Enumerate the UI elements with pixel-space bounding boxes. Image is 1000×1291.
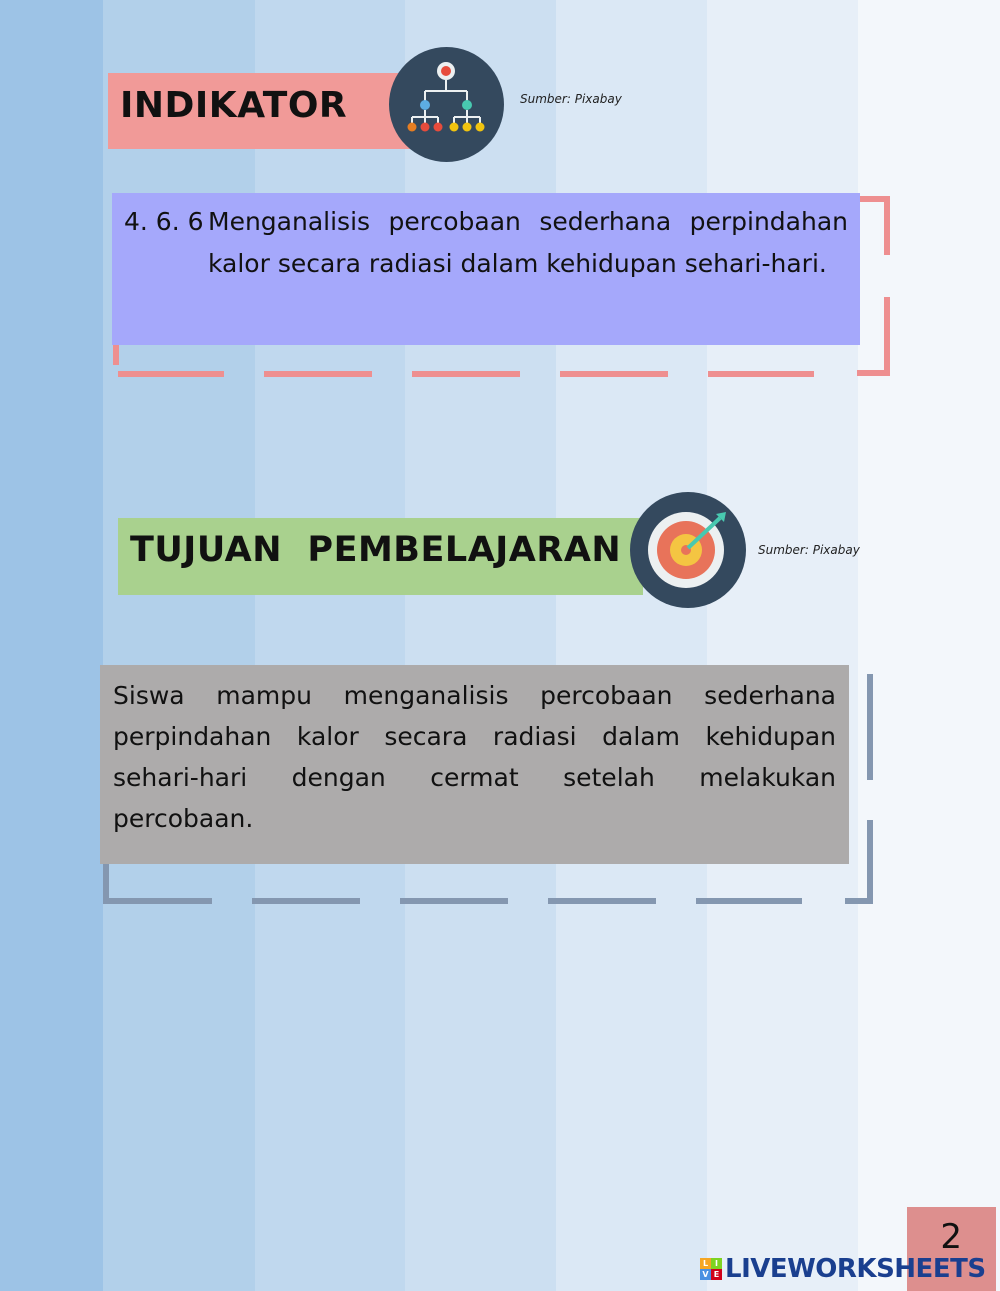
page-number: 2 xyxy=(940,1217,962,1257)
background-stripe xyxy=(0,0,103,1291)
org-chart-icon xyxy=(389,47,504,162)
image-credit: Sumber: Pixabay xyxy=(520,92,622,106)
tujuan-text: Siswa mampu menganalisis percobaan sederhana perpindahan kalor secara radiasi dalam kehidupan sehari-hari dengan cermat setelah melakukan percobaan. xyxy=(113,681,836,833)
liveworksheets-logo-icon: L I V E xyxy=(700,1258,722,1280)
liveworksheets-watermark xyxy=(700,1254,986,1284)
indikator-title: INDIKATOR xyxy=(120,85,348,126)
tujuan-title: TUJUAN PEMBELAJARAN xyxy=(130,530,622,570)
image-credit: Sumber: Pixabay xyxy=(758,543,860,557)
target-icon xyxy=(630,492,746,608)
indikator-text: Menganalisis percobaan sederhana perpindahan kalor secara radiasi dalam kehidupan sehari-hari. xyxy=(208,207,848,278)
watermark-text: LIVEWORKSHEETS xyxy=(725,1254,986,1284)
tujuan-banner xyxy=(118,518,643,595)
indikator-box xyxy=(112,193,860,345)
indikator-banner xyxy=(108,73,413,149)
tujuan-box xyxy=(100,665,849,864)
indikator-number: 4. 6. 6 xyxy=(124,207,204,236)
